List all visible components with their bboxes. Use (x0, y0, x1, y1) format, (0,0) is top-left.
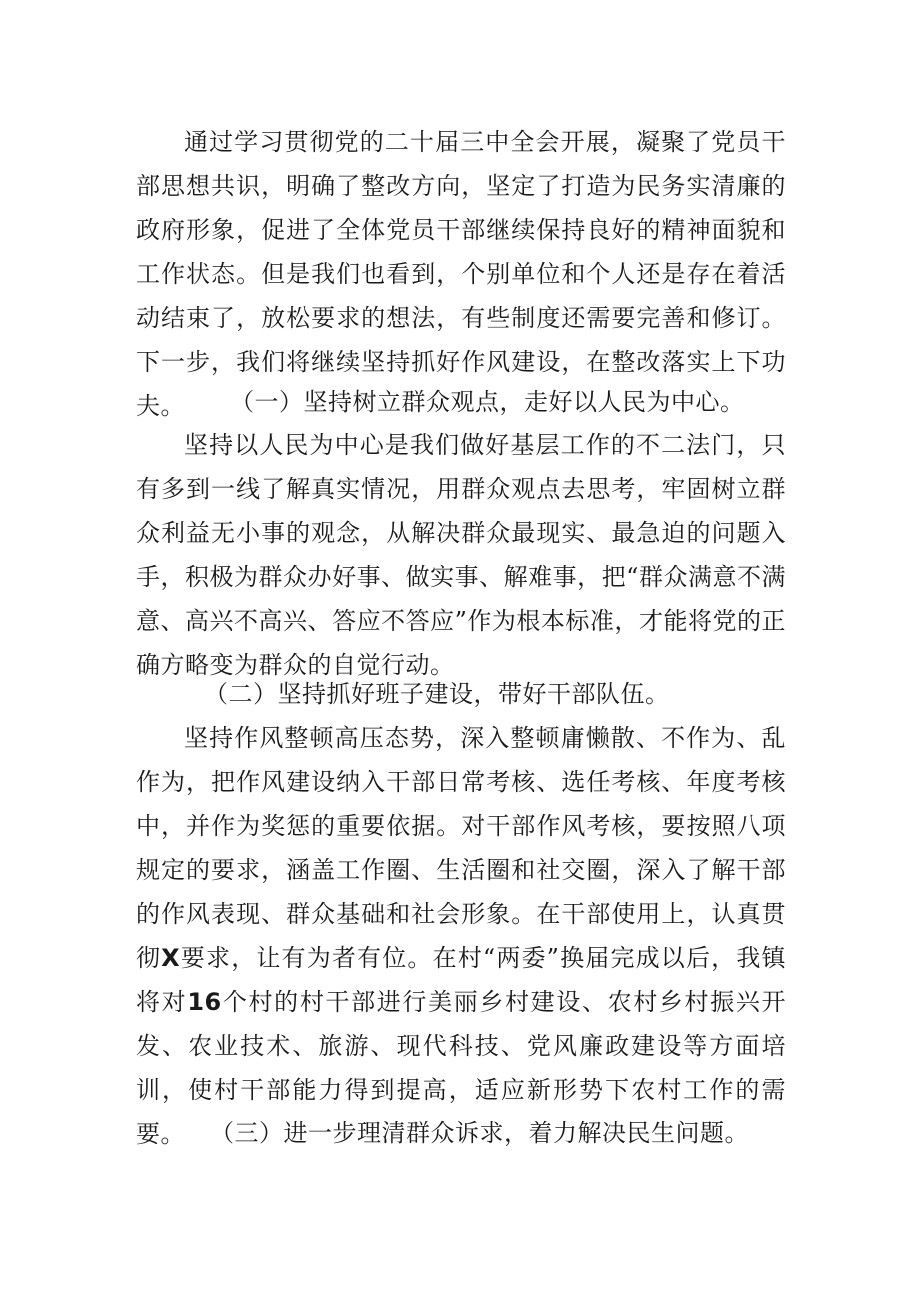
intro-paragraph: 通过学习贯彻党的二十届三中全会开展，凝聚了党员干部思想共识，明确了整改方向，坚定了打造为民务实清廉的政府形象，促进了全体党员干部继续保持良好的精神面貌和工作状态。但是我们也看到，个别单位和个人还是存在着活动结束了，放松要求的想法，有些制度还需要完善和修订。下一步，我们将继续坚持抓好作风建设，在整改落实上下功夫。 (136, 128, 786, 420)
section-2-text-c: 个村的村干部进行美丽乡村建设、农村乡村振兴开发、农业技术、旅游、现代科技、党风廉政建设等方面培训，使村干部能力得到提高，适应新形势下农村工作的需要。 (136, 988, 787, 1148)
section-2-bold-x: X (161, 944, 181, 972)
section-2-bold-16: 16 (187, 988, 222, 1016)
section-heading-1: （一）坚持树立群众观点，走好以人民为中心。 (230, 388, 745, 416)
section-2-text-a: 坚持作风整顿高压态势，深入整顿庸懒散、不作为、乱作为，把作风建设纳入干部日常考核、选任考核、年度考核中，并作为奖惩的重要依据。对干部作风考核，要按照八项规定的要求，涵盖工作圈、生活圈和社交圈，深入了解干部的作风表现、群众基础和社会形象。在干部使用上，认真贯彻 (136, 724, 786, 972)
section-heading-2: （二）坚持抓好班子建设，带好干部队伍。 (204, 680, 670, 708)
section-2-text-b: 要求，让有为者有位。在村“两委”换届完成以后，我镇将对 (136, 944, 786, 1016)
section-1-paragraph: 坚持以人民为中心是我们做好基层工作的不二法门，只有多到一线了解真实情况，用群众观点去思考，牢固树立群众利益无小事的观念，从解决群众最现实、最急迫的问题入手，积极为群众办好事、做实事、解难事，把“群众满意不满意、高兴不高兴、答应不答应”作为根本标准，才能将党的正确方略变为群众的自觉行动。 (136, 431, 786, 679)
section-2-paragraph (136, 716, 786, 1156)
section-heading-3: （三）进一步理清群众诉求，着力解决民生问题。 (210, 1119, 749, 1147)
